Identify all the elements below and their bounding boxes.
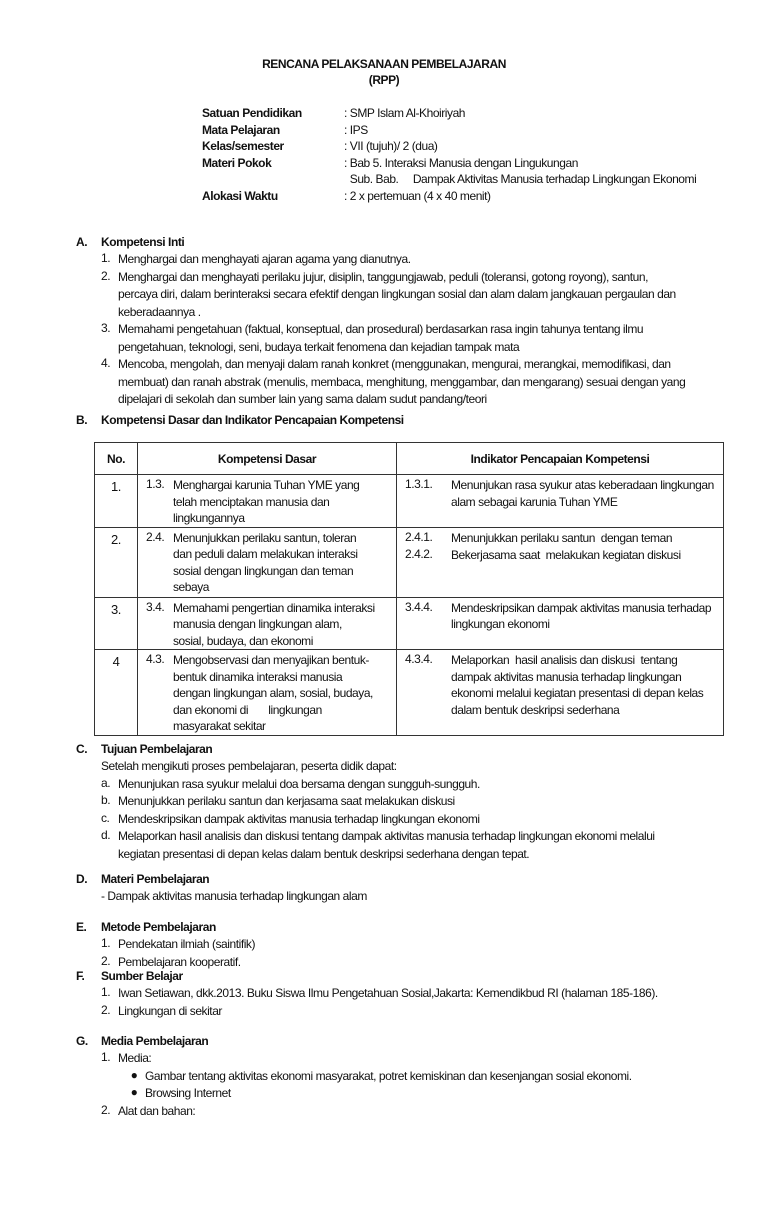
text-line: lingkungan ekonomi: [451, 617, 550, 631]
section-d: [76, 870, 367, 906]
indikator-text: [451, 652, 703, 718]
text-line: keberadaannya .: [118, 304, 201, 319]
info-label: Satuan Pendidikan: [202, 106, 302, 120]
list-item: [101, 269, 685, 322]
item-number: 4.: [101, 356, 111, 370]
text-line: Menunjukkan perilaku santun dengan teman: [451, 530, 673, 545]
identity-info: [202, 105, 696, 204]
item-number: a.: [101, 775, 111, 790]
text-line: Menunjukan rasa syukur melalui doa bersama dengan sungguh-sungguh.: [118, 776, 480, 791]
item-number: 3.: [101, 321, 111, 335]
item-text: [118, 985, 658, 1003]
section-g: [76, 1032, 632, 1120]
section-intro: Setelah mengikuti proses pembelajaran, peserta didik dapat:: [101, 759, 397, 773]
info-value: : VII (tujuh)/ 2 (dua): [344, 139, 438, 153]
text-line: Mencoba, mengolah, dan menyaji dalam ranah konkret (menggunakan, mengurai, merangkai, memodifikasi, dan: [118, 357, 671, 371]
kompetensi-dasar-cell: [138, 650, 397, 736]
text-line: dampak aktivitas manusia terhadap lingkungan: [451, 669, 682, 684]
indikator-item: [397, 475, 723, 510]
text-line: membuat) dan ranah abstrak (menulis, membaca, menghitung, menggambar, dan mengarang) sesuai dengan yang: [118, 374, 686, 389]
section-header: [76, 918, 255, 936]
text-line: Bekerjasama saat melakukan kegiatan diskusi: [451, 548, 681, 562]
list-item: [101, 776, 655, 794]
kd-number: 4.3.: [146, 652, 165, 666]
info-label: Mata Pelajaran: [202, 122, 280, 137]
indikator-cell: [397, 475, 724, 528]
indikator-number: 2.4.1.: [405, 529, 433, 544]
list-item: [101, 356, 685, 409]
item-text: [118, 321, 643, 356]
text-line: ekonomi melalui kegiatan presentasi di depan kelas: [451, 686, 704, 700]
indikator-text: [451, 530, 672, 547]
text-line: Memahami pengetahuan (faktual, konseptual, dan prosedural) berdasarkan rasa ingin tahunya tentang ilmu: [118, 322, 644, 336]
competency-table: [94, 442, 724, 736]
text-line: Mengobservasi dan menyajikan bentuk-: [173, 653, 369, 667]
list-item: [101, 811, 655, 829]
indikator-item: [397, 546, 723, 564]
info-value: : Bab 5. Interaksi Manusia dengan Lingukungan: [344, 155, 578, 170]
text-line: Iwan Setiawan, dkk.2013. Buku Siswa Ilmu Pengetahuan Sosial,Jakarta: Kemendikbud RI (halaman 185-186).: [118, 986, 658, 1000]
indikator-text: [451, 600, 711, 633]
indikator-number: 4.3.4.: [405, 652, 433, 666]
indikator-cell: [397, 597, 724, 650]
item-text: [118, 811, 480, 829]
text-line: masyarakat sekitar: [173, 719, 266, 733]
section-f: [76, 967, 658, 1020]
indikator-number: 2.4.2.: [405, 547, 433, 561]
text-line: dalam bentuk deskripsi sederhana: [451, 702, 620, 717]
indikator-number: 1.3.1.: [405, 477, 433, 491]
indikator-cell: [397, 527, 724, 597]
info-row: [202, 138, 696, 155]
row-number: 4: [95, 650, 138, 736]
kd-number: 1.3.: [146, 477, 165, 491]
kd-text: [173, 652, 373, 735]
item-text: [118, 776, 480, 794]
kd-number: 3.4.: [146, 599, 165, 614]
section-heading: Sumber Belajar: [101, 969, 183, 983]
list-item: [101, 793, 655, 811]
text-line: dan peduli dalam melakukan interaksi: [173, 547, 358, 561]
media-bullet: Browsing Internet: [145, 1086, 231, 1100]
section-letter: G.: [76, 1034, 88, 1048]
section-heading: Kompetensi Inti: [101, 235, 185, 249]
text-line: Menunjukkan perilaku santun, toleran: [173, 530, 357, 545]
item-number: 1.: [101, 251, 111, 265]
item-number: 1.: [101, 936, 111, 950]
item-number: 1.: [101, 1050, 111, 1064]
table-row: [95, 597, 724, 650]
bullet-icon: ●: [130, 1067, 138, 1082]
item-number: c.: [101, 810, 110, 825]
info-row: [202, 171, 696, 188]
indikator-number: 3.4.4.: [405, 599, 433, 614]
alat-label: Alat dan bahan:: [118, 1103, 196, 1118]
indikator-item: [397, 598, 723, 633]
info-label: Kelas/semester: [202, 139, 284, 153]
item-text: [118, 1003, 222, 1021]
media-bullet: Gambar tentang aktivitas ekonomi masyarakat, potret kemiskinan dan kesenjangan sosial ekonomi.: [145, 1068, 632, 1083]
media-label: Media:: [118, 1051, 152, 1065]
list-item: [101, 936, 255, 954]
info-value: : 2 x pertemuan (4 x 40 menit): [344, 188, 491, 203]
section-letter: D.: [76, 872, 88, 886]
info-label: [202, 171, 344, 188]
info-row: [202, 188, 696, 205]
document-title: RENCANA PELAKSANAAN PEMBELAJARAN: [262, 57, 506, 71]
text-line: lingkungannya: [173, 511, 245, 525]
list-item: [101, 251, 685, 269]
section-b-heading: [76, 411, 404, 429]
kd-text: [173, 530, 358, 596]
item-number: 2.: [101, 953, 111, 968]
list-item: [101, 1003, 658, 1021]
text-line: dengan lingkungan alam, sosial, budaya,: [173, 686, 373, 700]
kd-content: [138, 598, 396, 650]
item-number: 2.: [101, 268, 111, 283]
text-line: manusia dengan lingkungan alam,: [173, 617, 342, 631]
section-letter: F.: [76, 969, 85, 983]
section-heading: Media Pembelajaran: [101, 1034, 209, 1048]
info-value: : IPS: [344, 122, 368, 137]
section-heading: Tujuan Pembelajaran: [101, 742, 213, 756]
indikator-text: [451, 547, 681, 564]
section-letter: A.: [76, 235, 88, 249]
text-line: Menghargai karunia Tuhan YME yang: [173, 478, 360, 492]
indikator-item: [397, 528, 723, 547]
table-row: [95, 527, 724, 597]
text-line: telah menciptakan manusia dan: [173, 494, 330, 509]
text-line: Melaporkan hasil analisis dan diskusi tentang: [451, 653, 678, 667]
text-line: Lingkungan di sekitar: [118, 1003, 222, 1018]
section-letter: B.: [76, 413, 88, 427]
section-heading: Metode Pembelajaran: [101, 920, 216, 934]
section-heading: Kompetensi Dasar dan Indikator Pencapaian Kompetensi: [101, 413, 404, 427]
text-line: Menghargai dan menghayati ajaran agama yang dianutnya.: [118, 252, 411, 266]
item-number: 1.: [101, 985, 111, 999]
document-subtitle: (RPP): [368, 73, 400, 87]
section-letter: C.: [76, 742, 88, 756]
info-label: Materi Pokok: [202, 155, 272, 170]
list-item: [101, 828, 655, 863]
info-row: [202, 105, 696, 122]
kompetensi-dasar-cell: [138, 527, 397, 597]
text-line: Menunjukkan perilaku santun dan kerjasama saat melakukan diskusi: [118, 794, 455, 808]
text-line: Pendekatan ilmiah (saintifik): [118, 937, 256, 951]
section-letter: E.: [76, 920, 87, 934]
item-number: 2.: [101, 1002, 111, 1017]
table-row: [95, 650, 724, 736]
text-line: sosial dengan lingkungan dan teman: [173, 563, 354, 578]
text-line: kegiatan presentasi di depan kelas dalam bentuk deskripsi sederhana dengan tepat.: [118, 846, 530, 861]
info-label: Alokasi Waktu: [202, 188, 278, 203]
text-line: sebaya: [173, 580, 209, 594]
item-number: b.: [101, 793, 111, 807]
text-line: Mendeskripsikan dampak aktivitas manusia terhadap lingkungan ekonomi: [118, 811, 480, 826]
row-number: 3.: [95, 597, 138, 650]
item-text: [118, 269, 676, 322]
kd-text: [173, 477, 359, 527]
section-header: [76, 967, 658, 985]
table-row: [95, 475, 724, 528]
header-kompetensi-dasar: Kompetensi Dasar: [138, 443, 397, 475]
row-number: 1.: [95, 475, 138, 528]
kompetensi-dasar-cell: [138, 597, 397, 650]
section-e: [76, 918, 255, 971]
indikator-text: [451, 477, 714, 510]
text-line: percaya diri, dalam berinteraksi secara efektif dengan lingkungan sosial dan alam dalam jangkauan pergaulan dan: [118, 287, 676, 301]
kd-content: [138, 528, 396, 596]
bullet-icon: ●: [130, 1085, 138, 1099]
text-line: Melaporkan hasil analisis dan diskusi tentang dampak aktivitas manusia terhadap lingkungan ekonomi melalui: [118, 829, 655, 843]
kd-content: [138, 475, 396, 527]
kd-text: [173, 600, 375, 650]
text-line: Menghargai dan menghayati perilaku jujur, disiplin, tanggungjawab, peduli (toleransi, gotong royong), santun,: [118, 269, 648, 284]
item-text: [118, 793, 455, 811]
section-header: [76, 740, 655, 758]
info-value: Sub. Bab. Dampak Aktivitas Manusia terhadap Lingkungan Ekonomi: [344, 172, 697, 186]
text-line: dan ekonomi di lingkungan: [173, 702, 322, 717]
header-indikator: Indikator Pencapaian Kompetensi: [397, 443, 724, 475]
text-line: Memahami pengertian dinamika interaksi: [173, 600, 375, 615]
row-number: 2.: [95, 527, 138, 597]
kd-content: [138, 650, 396, 735]
info-row: [202, 155, 696, 172]
indikator-item: [397, 650, 723, 718]
text-line: dipelajari di sekolah dan sumber lain yang sama dalam sudut pandang/teori: [118, 392, 487, 406]
item-number: d.: [101, 828, 111, 842]
kd-number: 2.4.: [146, 529, 165, 544]
kompetensi-dasar-cell: [138, 475, 397, 528]
text-line: sosial, budaya, dan ekonomi: [173, 633, 313, 648]
list-item: [101, 985, 658, 1003]
text-line: bentuk dinamika interaksi manusia: [173, 669, 343, 684]
list-item: [101, 321, 685, 356]
text-line: Menunjukan rasa syukur atas keberadaan lingkungan: [451, 478, 714, 492]
section-a: [76, 233, 685, 409]
item-text: [118, 251, 411, 269]
item-text: [118, 936, 255, 954]
item-text: [118, 828, 655, 863]
text-line: Mendeskripsikan dampak aktivitas manusia terhadap: [451, 600, 712, 615]
text-line: alam sebagai karunia Tuhan YME: [451, 494, 618, 509]
item-number: 2.: [101, 1102, 111, 1117]
header-no: No.: [95, 443, 138, 475]
info-value: : SMP Islam Al-Khoiriyah: [344, 106, 466, 120]
section-c: [76, 740, 655, 863]
indikator-cell: [397, 650, 724, 736]
text-line: pengetahuan, teknologi, seni, budaya terkait fenomena dan kejadian tampak mata: [118, 339, 520, 354]
section-heading: Materi Pembelajaran: [101, 872, 210, 886]
materi-text: - Dampak aktivitas manusia terhadap lingkungan alam: [101, 889, 367, 903]
item-text: [118, 356, 685, 409]
text-line: Pembelajaran kooperatif.: [118, 954, 241, 969]
info-row: [202, 122, 696, 139]
section-header: [76, 233, 685, 251]
